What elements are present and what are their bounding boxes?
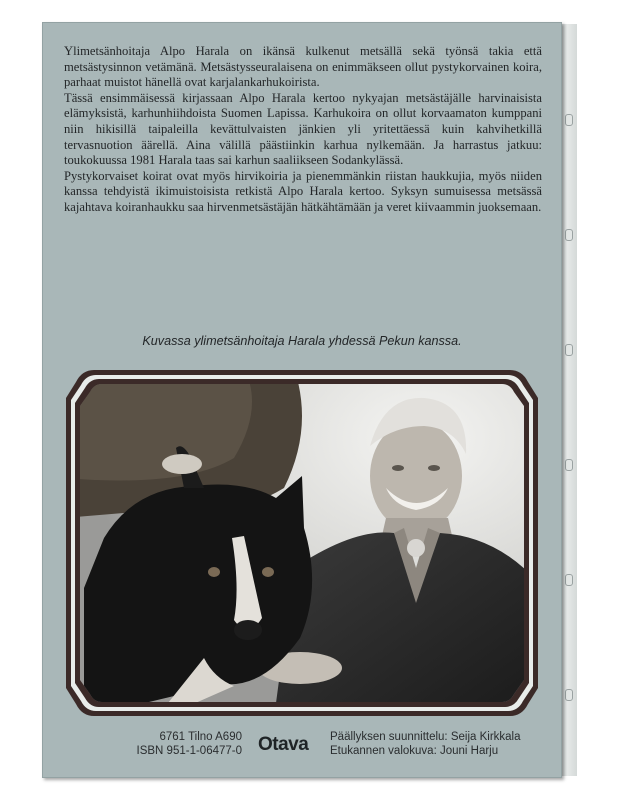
spine-mark bbox=[565, 459, 573, 471]
photo-caption: Kuvassa ylimetsänhoitaja Harala yhdessä Pekun kanssa. bbox=[142, 334, 462, 348]
front-photo-credit: Etukannen valokuva: Jouni Harju bbox=[330, 745, 499, 757]
blurb-paragraph: Ylimetsänhoitaja Alpo Harala on ikänsä kulkenut metsällä sekä työnsä takia että metsästysinnon vetämänä. Metsästysseuralaisena on enimmäkseen ollut pystykorvainen koira, parhaat muistot hänellä ovat karjalankarhukoirista. bbox=[64, 44, 542, 90]
photo-frame-graphic bbox=[64, 368, 540, 718]
blurb-paragraph: Tässä ensimmäisessä kirjassaan Alpo Harala kertoo nykyajan metsästäjälle harvinaisista elämyksistä, karhunhiihdoista Suomen Lapissa. Karhukoira on ollut korvaamaton kumppani niin hikisillä taipaleilla kevättulvaisten jänkien yli yritettäessä kuin kahvihetkillä tervasnuotion äärellä. Aina välillä päästiinkin karhua nylkemään. Ja harrastus jatkuu: toukokuussa 1981 Harala taas sai karhun saaliikseen Sodankylässä. bbox=[64, 90, 542, 168]
catalog-number: 6761 Tilno A690 bbox=[159, 731, 242, 743]
author-photo bbox=[64, 368, 540, 718]
photo-image bbox=[64, 368, 540, 718]
spine-mark bbox=[565, 229, 573, 241]
spine-mark bbox=[565, 689, 573, 701]
back-cover bbox=[42, 22, 562, 778]
blurb-paragraph: Pystykorvaiset koirat ovat myös hirvikoiria ja pienemmänkin riistan haukkujia, myös niiden kanssa tehdyistä ikimuistoisista retkistä Alpo Harala kertoo. Syksyn sumuisessa metsässä kajahtava koiranhaukku saa hirvenmetsästäjän hätkähtämään ja veret kiivaammin juoksemaan. bbox=[64, 168, 542, 214]
spine-mark bbox=[565, 344, 573, 356]
spine-mark bbox=[565, 114, 573, 126]
catalog-codes bbox=[137, 730, 242, 758]
isbn: ISBN 951-1-06477-0 bbox=[136, 745, 242, 757]
blurb-text bbox=[64, 44, 542, 216]
publisher-logo: Otava bbox=[258, 734, 309, 755]
spine-mark bbox=[565, 574, 573, 586]
book-spine bbox=[560, 24, 577, 776]
back-cover-footer bbox=[42, 730, 562, 766]
cover-credits bbox=[330, 730, 521, 758]
cover-design-credit: Päällyksen suunnittelu: Seija Kirkkala bbox=[330, 731, 521, 743]
